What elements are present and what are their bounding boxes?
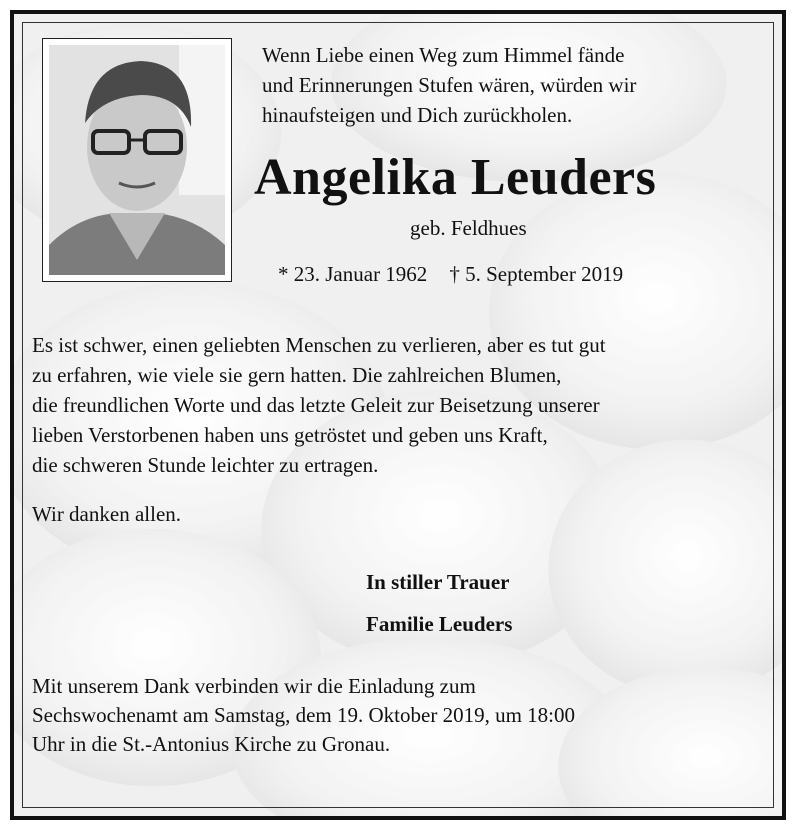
signature-family: Familie Leuders — [366, 612, 513, 636]
poem-line: und Erinnerungen Stufen wären, würden wir — [262, 73, 637, 97]
birth-date: * 23. Januar 1962 — [278, 262, 428, 286]
invitation-line: Sechswochenamt am Samstag, dem 19. Oktober 2019, um 18:00 — [32, 703, 575, 727]
message-line: zu erfahren, wie viele sie gern hatten. Die zahlreichen Blumen, — [32, 363, 562, 387]
poem-line: hinaufsteigen und Dich zurückholen. — [262, 103, 573, 127]
invitation-line: Uhr in die St.-Antonius Kirche zu Gronau. — [32, 732, 391, 756]
maiden-name: geb. Feldhues — [410, 216, 527, 240]
death-date: † 5. September 2019 — [449, 262, 624, 286]
mass-invitation — [32, 672, 772, 759]
thanks-line: Wir danken allen. — [32, 502, 182, 526]
message-line: Es ist schwer, einen geliebten Menschen zu verlieren, aber es tut gut — [32, 333, 606, 357]
message-line: die freundlichen Worte und das letzte Geleit zur Beisetzung unserer — [32, 393, 600, 417]
life-dates — [278, 262, 623, 287]
signature-mourning: In stiller Trauer — [366, 570, 510, 594]
poem-verse — [262, 40, 762, 130]
message-line: die schweren Stunde leichter zu ertragen. — [32, 453, 379, 477]
invitation-line: Mit unserem Dank verbinden wir die Einladung zum — [32, 674, 476, 698]
message-line: lieben Verstorbenen haben uns getröstet und geben uns Kraft, — [32, 423, 548, 447]
deceased-name: Angelika Leuders — [254, 149, 657, 206]
poem-line: Wenn Liebe einen Weg zum Himmel fände — [262, 43, 625, 67]
thank-you-message — [32, 330, 772, 480]
portrait-photo — [42, 38, 232, 282]
